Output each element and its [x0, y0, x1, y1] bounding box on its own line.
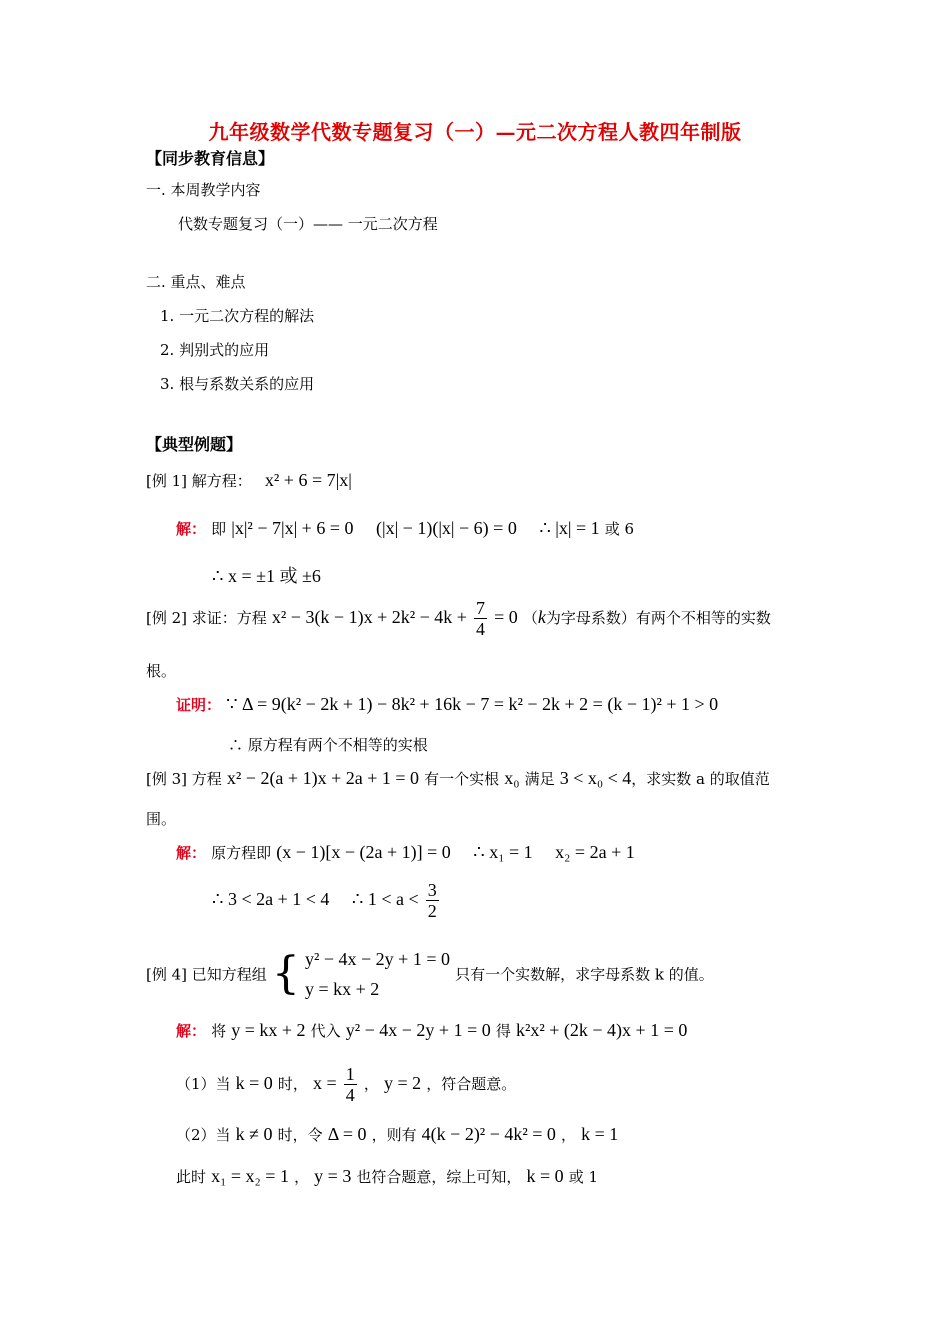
example-3-solution-line: [176, 842, 635, 863]
proof-label: 证明：: [176, 696, 222, 714]
example-3-sol-equation: (x − 1)[x − (2a + 1)] = 0 ∴ x₁ = 1 x₂ = 2a + 1: [276, 842, 635, 862]
fraction-numerator: 7: [476, 598, 486, 618]
example-4-case-1: [176, 1064, 516, 1105]
final-k: k = 0: [526, 1166, 564, 1186]
example-3-text-a: 有一个实根: [424, 770, 500, 788]
case-2-a: （2）当: [176, 1126, 231, 1144]
final-b: ，: [294, 1168, 310, 1186]
fraction-denominator: 2: [427, 901, 437, 921]
example-3-text-d: 围。: [146, 810, 177, 828]
example-4-sol-a: 将: [211, 1022, 227, 1040]
case-2-b: 时，令: [277, 1126, 323, 1144]
example-3-text-c: ，求实数 a 的取值范: [631, 770, 770, 788]
fraction-denominator: 4: [345, 1085, 355, 1105]
case-1-b: 时，: [277, 1075, 308, 1093]
content-item: 代数专题复习（一）—— 一元二次方程: [178, 215, 438, 233]
example-3-prompt-line: [146, 768, 770, 789]
system-equation-1: y² − 4x − 2y + 1 = 0: [304, 949, 450, 969]
example-3-inequality: 3 < x₀ < 4: [559, 768, 632, 788]
example-2-k: k: [537, 607, 546, 627]
example-1-solution-line: [176, 518, 634, 539]
final-equation: x₁ = x₂ = 1: [211, 1166, 289, 1186]
example-3-prompt: [例 3] 方程: [146, 770, 222, 788]
example-2-fraction: [474, 598, 487, 639]
case-2-k: k = 1: [581, 1124, 619, 1144]
example-3-x0: x₀: [504, 768, 520, 788]
fraction-denominator: 4: [476, 619, 486, 639]
case-1-condition: k = 0: [235, 1073, 273, 1093]
final-y: y = 3: [314, 1166, 352, 1186]
example-2-text-a: （: [522, 609, 538, 627]
system-equation-2: y = kx + 2: [304, 979, 380, 999]
case-1-d: ，符合题意。: [426, 1075, 517, 1093]
case-1-y: y = 2: [383, 1073, 422, 1093]
case-2-delta: Δ = 0: [327, 1124, 367, 1144]
fraction-numerator: 1: [345, 1064, 355, 1084]
case-2-d: ，: [561, 1126, 577, 1144]
example-3-equation: x² − 2(a + 1)x + 2a + 1 = 0: [226, 768, 420, 788]
final-d: 或 1: [568, 1168, 599, 1186]
example-4-final: [176, 1166, 598, 1187]
key-point-2: 2. 判别式的应用: [160, 341, 270, 359]
key-point-3: 3. 根与系数关系的应用: [160, 375, 315, 393]
final-c: 也符合题意，综上可知，: [356, 1168, 522, 1186]
case-1-c: ，: [363, 1075, 379, 1093]
example-2-proof-equation: ∵ Δ = 9(k² − 2k + 1) − 8k² + 16k − 7 = k² − 2k + 2 = (k − 1)² + 1 > 0: [226, 694, 719, 714]
example-1-prompt-line: [146, 470, 352, 491]
example-4-sol-eq1: y = kx + 2: [231, 1020, 306, 1040]
solution-label: 解：: [176, 1022, 207, 1040]
case-2-equation: 4(k − 2)² − 4k² = 0: [421, 1124, 556, 1144]
example-1-equation: x² + 6 = 7|x|: [264, 470, 352, 490]
example-2-prompt-line: [146, 598, 771, 639]
example-2-text-b: 为字母系数）有两个不相等的实数: [545, 609, 771, 627]
example-3-sol-prefix: 原方程即: [211, 844, 272, 862]
example-4-prompt-line: [146, 944, 714, 1004]
example-2-equation-b: = 0: [494, 607, 518, 627]
equation-system: [305, 944, 450, 1004]
fraction-numerator: 3: [427, 880, 437, 900]
example-3-fraction: [426, 880, 439, 921]
example-1-sol-prefix: 即: [211, 520, 227, 538]
case-1-fraction: [344, 1064, 357, 1105]
sync-info-heading: 【同步教育信息】: [146, 149, 275, 168]
example-2-equation-a: x² − 3(k − 1)x + 2k² − 4k +: [271, 607, 467, 627]
example-2-prompt: [例 2] 求证：方程: [146, 609, 267, 627]
example-3-answer: ∴ 3 < 2a + 1 < 4 ∴ 1 < a <: [212, 889, 419, 909]
key-heading: 二. 重点、难点: [146, 273, 246, 291]
example-3-answer-line: [212, 880, 441, 921]
example-2-proof-line: [176, 694, 718, 715]
example-1-answer: ∴ x = ±1 或 ±6: [212, 566, 321, 586]
example-4-sol-eq3: k²x² + (2k − 4)x + 1 = 0: [515, 1020, 688, 1040]
example-1-sol-equation: |x|² − 7|x| + 6 = 0 (|x| − 1)(|x| − 6) = 0 ∴ |x| = 1: [231, 518, 600, 538]
solution-label: 解：: [176, 520, 207, 538]
example-2-text-c: 根。: [146, 662, 177, 680]
example-4-sol-eq2: y² − 4x − 2y + 1 = 0: [345, 1020, 491, 1040]
document-title: 九年级数学代数专题复习（一）—元二次方程人教四年制版: [208, 120, 742, 144]
example-4-text-a: 只有一个实数解，求字母系数 k 的值。: [455, 965, 714, 984]
content-heading: 一. 本周教学内容: [146, 181, 261, 199]
example-2-conclusion: ∴ 原方程有两个不相等的实根: [228, 736, 428, 754]
example-3-text-b: 满足: [524, 770, 555, 788]
key-point-1: 1. 一元二次方程的解法: [160, 307, 315, 325]
case-2-c: ，则有: [371, 1126, 417, 1144]
example-4-sol-c: 得: [495, 1022, 511, 1040]
example-1-sol-or: 或 6: [604, 520, 635, 538]
example-4-prompt: [例 4] 已知方程组: [146, 965, 267, 984]
left-brace-icon: {: [271, 948, 300, 999]
example-4-sol-b: 代入: [310, 1022, 341, 1040]
examples-heading: 【典型例题】: [146, 435, 243, 454]
solution-label: 解：: [176, 844, 207, 862]
final-a: 此时: [176, 1168, 207, 1186]
case-2-condition: k ≠ 0: [235, 1124, 273, 1144]
example-4-solution-line: [176, 1020, 687, 1041]
example-4-case-2: [176, 1124, 618, 1145]
case-1-x: x =: [313, 1073, 337, 1093]
case-1-a: （1）当: [176, 1075, 231, 1093]
example-1-prompt: [例 1] 解方程：: [146, 472, 252, 490]
